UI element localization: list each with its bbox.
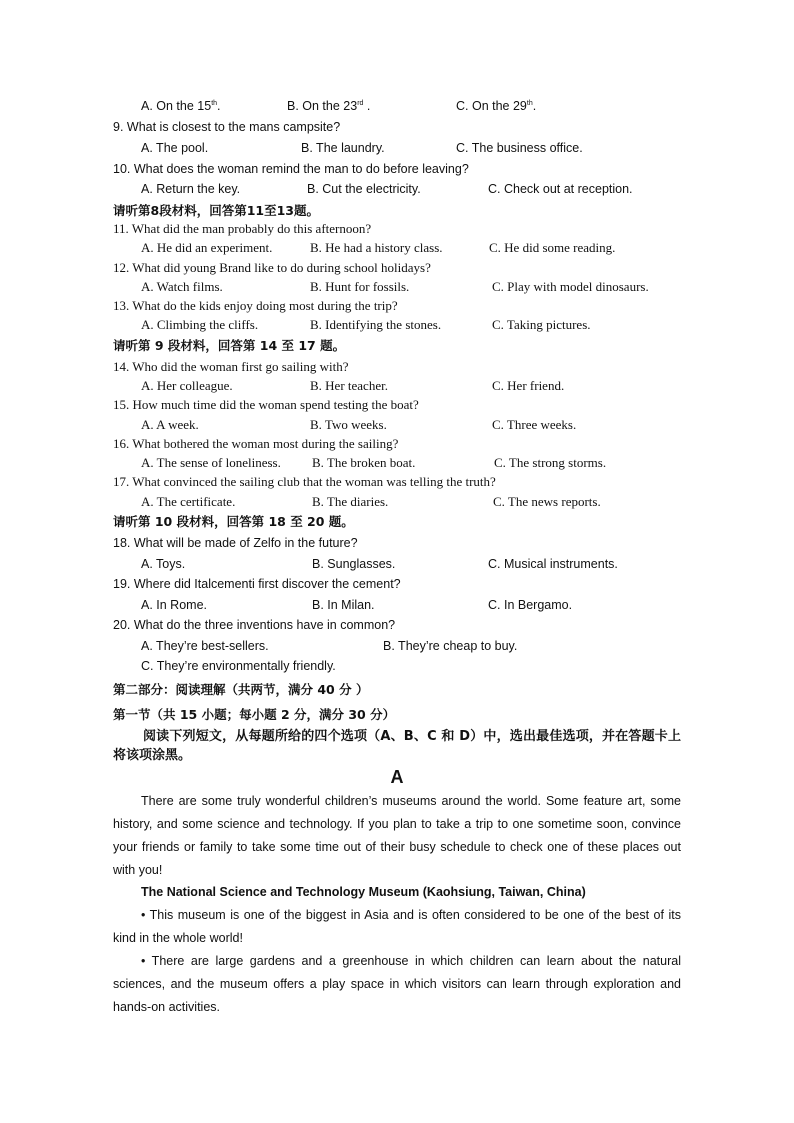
q13-question: 13. What do the kids enjoy doing most during the trip?: [113, 298, 398, 313]
q8-option-b: B. On the 23rd .: [287, 99, 371, 113]
q11-option-b: B. He had a history class.: [310, 240, 443, 255]
q17-option-a: A. The certificate.: [141, 494, 236, 509]
q15-option-b: B. Two weeks.: [310, 417, 387, 432]
q9-option-b: B. The laundry.: [301, 141, 385, 155]
q18-option-b: B. Sunglasses.: [312, 557, 396, 571]
q9-option-a: A. The pool.: [141, 141, 209, 155]
q15-option-a: A. A week.: [141, 417, 199, 432]
q12-question: 12. What did young Brand like to do during school holidays?: [113, 260, 431, 275]
q20-option-b: B. They’re cheap to buy.: [383, 639, 518, 653]
section-8-heading: 请听第8段材料，回答第11至13题。: [113, 203, 319, 218]
museum-title: The National Science and Technology Museum (Kaohsiung, Taiwan, China): [141, 885, 586, 899]
q13-option-c: C. Taking pictures.: [492, 317, 591, 332]
section-9-heading: 请听第 9 段材料，回答第 14 至 17 题。: [113, 338, 346, 353]
q18-option-a: A. Toys.: [141, 557, 186, 571]
part2-section1-heading: 第一节（共 15 小题；每小题 2 分，满分 30 分）: [113, 707, 396, 722]
q17-option-b: B. The diaries.: [312, 494, 389, 509]
q11-option-a: A. He did an experiment.: [141, 240, 273, 255]
q16-option-b: B. The broken boat.: [312, 455, 416, 470]
q19-option-b: B. In Milan.: [312, 598, 375, 612]
q16-question: 16. What bothered the woman most during the sailing?: [113, 436, 399, 451]
q10-option-b: B. Cut the electricity.: [307, 182, 421, 196]
q12-option-a: A. Watch films.: [141, 279, 223, 294]
q9-question: 9. What is closest to the mans campsite?: [113, 120, 341, 134]
section-10-heading: 请听第 10 段材料，回答第 18 至 20 题。: [113, 514, 354, 529]
q15-option-c: C. Three weeks.: [492, 417, 577, 432]
q17-question: 17. What convinced the sailing club that the woman was telling the truth?: [113, 474, 496, 489]
q20-option-c: C. They’re environmentally friendly.: [141, 659, 336, 673]
q18-question: 18. What will be made of Zelfo in the future?: [113, 536, 358, 550]
passage-intro: There are some truly wonderful children’s museums around the world. Some feature art, some history, and some science and technology. If you plan to take a trip to one sometime soon, convince your friends or family to take some time out of their busy schedule to check one of these places out with you!: [113, 794, 681, 877]
q14-option-a: A. Her colleague.: [141, 378, 233, 393]
q8-option-a: A. On the 15th.: [141, 99, 221, 113]
q16-option-a: A. The sense of loneliness.: [141, 455, 281, 470]
q20-question: 20. What do the three inventions have in common?: [113, 618, 396, 632]
q19-option-c: C. In Bergamo.: [488, 598, 573, 612]
q16-option-c: C. The strong storms.: [494, 455, 607, 470]
q14-question: 14. Who did the woman first go sailing with?: [113, 359, 349, 374]
q11-question: 11. What did the man probably do this afternoon?: [113, 221, 372, 236]
q10-option-a: A. Return the key.: [141, 182, 241, 196]
q14-option-b: B. Her teacher.: [310, 378, 388, 393]
q13-option-b: B. Identifying the stones.: [310, 317, 442, 332]
passage-letter: A: [390, 767, 404, 787]
q9-option-c: C. The business office.: [456, 141, 583, 155]
q10-option-c: C. Check out at reception.: [488, 182, 633, 196]
bullet-1: • This museum is one of the biggest in Asia and is often considered to be one of the best of its kind in the whole world!: [113, 908, 681, 945]
q17-option-c: C. The news reports.: [493, 494, 601, 509]
q18-option-c: C. Musical instruments.: [488, 557, 618, 571]
q14-option-c: C. Her friend.: [492, 378, 565, 393]
q12-option-c: C. Play with model dinosaurs.: [492, 279, 649, 294]
q13-option-a: A. Climbing the cliffs.: [141, 317, 259, 332]
q12-option-b: B. Hunt for fossils.: [310, 279, 410, 294]
q20-option-a: A. They’re best-sellers.: [141, 639, 269, 653]
part2-instruction: 阅读下列短文，从每题所给的四个选项（A、B、C 和 D）中，选出最佳选项，并在答题卡上将该项涂黑。: [113, 729, 681, 763]
q19-question: 19. Where did Italcementi first discover the cement?: [113, 577, 401, 591]
q10-question: 10. What does the woman remind the man to do before leaving?: [113, 162, 469, 176]
part2-title: 第二部分：阅读理解（共两节，满分 40 分 ）: [113, 682, 369, 697]
q15-question: 15. How much time did the woman spend testing the boat?: [113, 397, 419, 412]
q19-option-a: A. In Rome.: [141, 598, 207, 612]
q8-option-c: C. On the 29th.: [456, 99, 537, 113]
q11-option-c: C. He did some reading.: [489, 240, 616, 255]
bullet-2: • There are large gardens and a greenhouse in which children can learn about the natural sciences, and the museum offers a play space in which visitors can learn through exploration and hands-on activities.: [113, 954, 681, 1014]
